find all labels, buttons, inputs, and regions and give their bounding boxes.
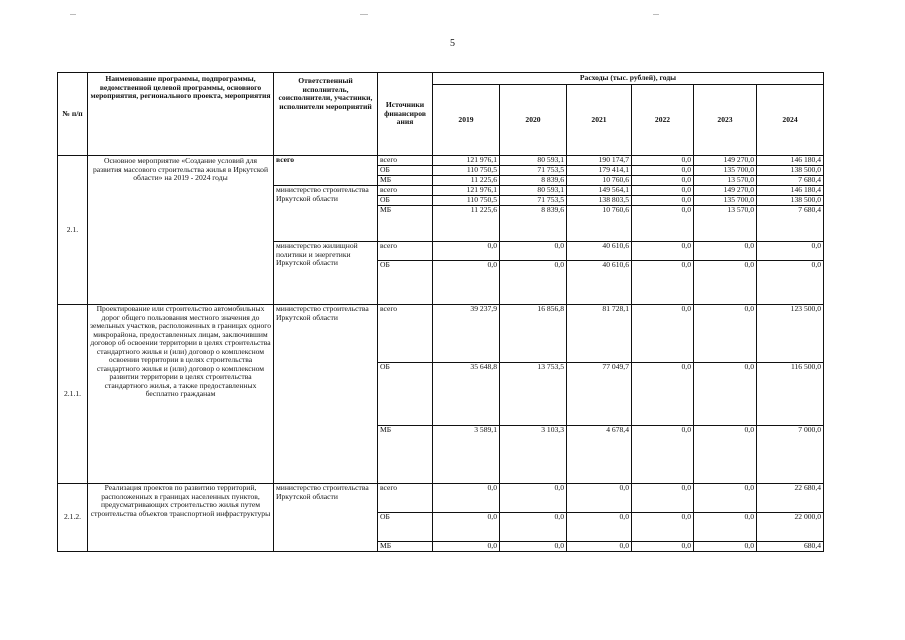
value-cell: 0,0 bbox=[757, 242, 824, 261]
header-source: Источники финансиров ания bbox=[378, 73, 433, 156]
value-cell: 22 680,4 bbox=[757, 484, 824, 513]
source-cell: всего bbox=[378, 305, 433, 363]
value-cell: 40 610,6 bbox=[567, 261, 632, 305]
row-executor: министерство жилищной политики и энергетики Иркутской области bbox=[274, 242, 378, 305]
value-cell: 179 414,1 bbox=[567, 166, 632, 176]
value-cell: 138 500,0 bbox=[757, 196, 824, 206]
value-cell: 13 570,0 bbox=[694, 206, 757, 242]
value-cell: 149 270,0 bbox=[694, 186, 757, 196]
expenses-table bbox=[57, 72, 824, 552]
value-cell: 11 225,6 bbox=[433, 176, 500, 186]
value-cell: 149 564,1 bbox=[567, 186, 632, 196]
value-cell: 0,0 bbox=[433, 484, 500, 513]
row-name: Проектирование или строительство автомобильных дорог общего пользования местного значения до земельных участков, расположенных в границах одного микрорайона, предоставленных лицам, заключившим договор об освоении территории в целях строительства стандартного жилья и (или) договор о комплексном освоении территории в целях строительства стандартного жилья и (или) договор о комплексном развитии территории в целях строительства стандартного жилья, а также предоставленных бесплатно гражданам bbox=[88, 305, 274, 484]
table-row bbox=[58, 156, 824, 166]
value-cell: 71 753,5 bbox=[500, 166, 567, 176]
row-executor: министерство строительства Иркутской области bbox=[274, 305, 378, 484]
value-cell: 0,0 bbox=[567, 542, 632, 552]
value-cell: 0,0 bbox=[632, 156, 694, 166]
value-cell: 0,0 bbox=[433, 542, 500, 552]
value-cell: 0,0 bbox=[694, 513, 757, 542]
value-cell: 39 237,9 bbox=[433, 305, 500, 363]
value-cell: 121 976,1 bbox=[433, 156, 500, 166]
table-row bbox=[58, 484, 824, 513]
value-cell: 16 856,8 bbox=[500, 305, 567, 363]
value-cell: 8 839,6 bbox=[500, 176, 567, 186]
value-cell: 0,0 bbox=[500, 513, 567, 542]
value-cell: 7 680,4 bbox=[757, 206, 824, 242]
header-year: 2022 bbox=[632, 85, 694, 156]
value-cell: 0,0 bbox=[632, 426, 694, 484]
source-cell: МБ bbox=[378, 542, 433, 552]
value-cell: 40 610,6 bbox=[567, 242, 632, 261]
value-cell: 0,0 bbox=[694, 426, 757, 484]
row-name: Основное мероприятие «Создание условий для развития массового строительства жилья в Иркутской области» на 2019 - 2024 годы bbox=[88, 156, 274, 305]
value-cell: 135 700,0 bbox=[694, 166, 757, 176]
value-cell: 7 000,0 bbox=[757, 426, 824, 484]
value-cell: 0,0 bbox=[694, 305, 757, 363]
table-row bbox=[58, 305, 824, 363]
value-cell: 0,0 bbox=[632, 305, 694, 363]
value-cell: 0,0 bbox=[757, 261, 824, 305]
value-cell: 0,0 bbox=[567, 484, 632, 513]
row-index: 2.1.2. bbox=[58, 484, 88, 552]
value-cell: 0,0 bbox=[694, 363, 757, 426]
source-cell: всего bbox=[378, 156, 433, 166]
row-index: 2.1. bbox=[58, 156, 88, 305]
value-cell: 0,0 bbox=[433, 261, 500, 305]
value-cell: 7 680,4 bbox=[757, 176, 824, 186]
value-cell: 121 976,1 bbox=[433, 186, 500, 196]
value-cell: 0,0 bbox=[433, 513, 500, 542]
value-cell: 35 648,8 bbox=[433, 363, 500, 426]
value-cell: 0,0 bbox=[500, 484, 567, 513]
header-name: Наименование программы, подпрограммы, ведомственной целевой программы, основного мероприятия, регионального проекта, мероприятия bbox=[88, 73, 274, 156]
value-cell: 0,0 bbox=[632, 484, 694, 513]
value-cell: 0,0 bbox=[632, 196, 694, 206]
value-cell: 138 500,0 bbox=[757, 166, 824, 176]
value-cell: 110 750,5 bbox=[433, 196, 500, 206]
value-cell: 116 500,0 bbox=[757, 363, 824, 426]
value-cell: 3 589,1 bbox=[433, 426, 500, 484]
value-cell: 0,0 bbox=[632, 363, 694, 426]
value-cell: 0,0 bbox=[694, 484, 757, 513]
source-cell: всего bbox=[378, 484, 433, 513]
header-year: 2019 bbox=[433, 85, 500, 156]
value-cell: 10 760,6 bbox=[567, 176, 632, 186]
table-body bbox=[58, 156, 824, 552]
value-cell: 11 225,6 bbox=[433, 206, 500, 242]
value-cell: 0,0 bbox=[632, 242, 694, 261]
scan-mark bbox=[653, 14, 659, 15]
source-cell: всего bbox=[378, 186, 433, 196]
source-cell: ОБ bbox=[378, 363, 433, 426]
header-year: 2024 bbox=[757, 85, 824, 156]
value-cell: 149 270,0 bbox=[694, 156, 757, 166]
source-cell: ОБ bbox=[378, 166, 433, 176]
value-cell: 110 750,5 bbox=[433, 166, 500, 176]
value-cell: 80 593,1 bbox=[500, 186, 567, 196]
value-cell: 0,0 bbox=[632, 166, 694, 176]
value-cell: 71 753,5 bbox=[500, 196, 567, 206]
value-cell: 0,0 bbox=[632, 261, 694, 305]
row-executor: министерство строительства Иркутской области bbox=[274, 484, 378, 552]
value-cell: 4 678,4 bbox=[567, 426, 632, 484]
source-cell: МБ bbox=[378, 176, 433, 186]
value-cell: 13 570,0 bbox=[694, 176, 757, 186]
value-cell: 0,0 bbox=[694, 542, 757, 552]
header-year: 2023 bbox=[694, 85, 757, 156]
value-cell: 8 839,6 bbox=[500, 206, 567, 242]
value-cell: 190 174,7 bbox=[567, 156, 632, 166]
value-cell: 135 700,0 bbox=[694, 196, 757, 206]
row-name: Реализация проектов по развитию территорий, расположенных в границах населенных пунктов, предусматривающих строительство жилья путем строительства объектов транспортной инфраструктуры bbox=[88, 484, 274, 552]
header-year: 2020 bbox=[500, 85, 567, 156]
source-cell: ОБ bbox=[378, 513, 433, 542]
source-cell: МБ bbox=[378, 206, 433, 242]
value-cell: 0,0 bbox=[433, 242, 500, 261]
source-cell: ОБ bbox=[378, 196, 433, 206]
scan-mark bbox=[360, 14, 368, 15]
value-cell: 81 728,1 bbox=[567, 305, 632, 363]
value-cell: 13 753,5 bbox=[500, 363, 567, 426]
row-executor: министерство строительства Иркутской области bbox=[274, 186, 378, 242]
value-cell: 80 593,1 bbox=[500, 156, 567, 166]
source-cell: МБ bbox=[378, 426, 433, 484]
value-cell: 680,4 bbox=[757, 542, 824, 552]
value-cell: 146 180,4 bbox=[757, 186, 824, 196]
value-cell: 3 103,3 bbox=[500, 426, 567, 484]
value-cell: 0,0 bbox=[632, 513, 694, 542]
header-year: 2021 bbox=[567, 85, 632, 156]
value-cell: 123 500,0 bbox=[757, 305, 824, 363]
page-number: 5 bbox=[450, 38, 455, 49]
row-index: 2.1.1. bbox=[58, 305, 88, 484]
value-cell: 0,0 bbox=[500, 261, 567, 305]
value-cell: 138 803,5 bbox=[567, 196, 632, 206]
header-executor: Ответственный исполнитель, соисполнители, участники, исполнители мероприятий bbox=[274, 73, 378, 156]
source-cell: всего bbox=[378, 242, 433, 261]
value-cell: 0,0 bbox=[694, 261, 757, 305]
value-cell: 22 000,0 bbox=[757, 513, 824, 542]
value-cell: 77 049,7 bbox=[567, 363, 632, 426]
header-expenses: Расходы (тыс. рублей), годы bbox=[433, 73, 824, 85]
value-cell: 10 760,6 bbox=[567, 206, 632, 242]
source-cell: ОБ bbox=[378, 261, 433, 305]
value-cell: 0,0 bbox=[567, 513, 632, 542]
value-cell: 0,0 bbox=[500, 542, 567, 552]
value-cell: 146 180,4 bbox=[757, 156, 824, 166]
value-cell: 0,0 bbox=[632, 542, 694, 552]
value-cell: 0,0 bbox=[632, 186, 694, 196]
value-cell: 0,0 bbox=[694, 242, 757, 261]
value-cell: 0,0 bbox=[632, 176, 694, 186]
header-number: № п/п bbox=[58, 73, 88, 156]
value-cell: 0,0 bbox=[632, 206, 694, 242]
row-executor: всего bbox=[274, 156, 378, 186]
value-cell: 0,0 bbox=[500, 242, 567, 261]
scan-mark bbox=[70, 14, 76, 15]
